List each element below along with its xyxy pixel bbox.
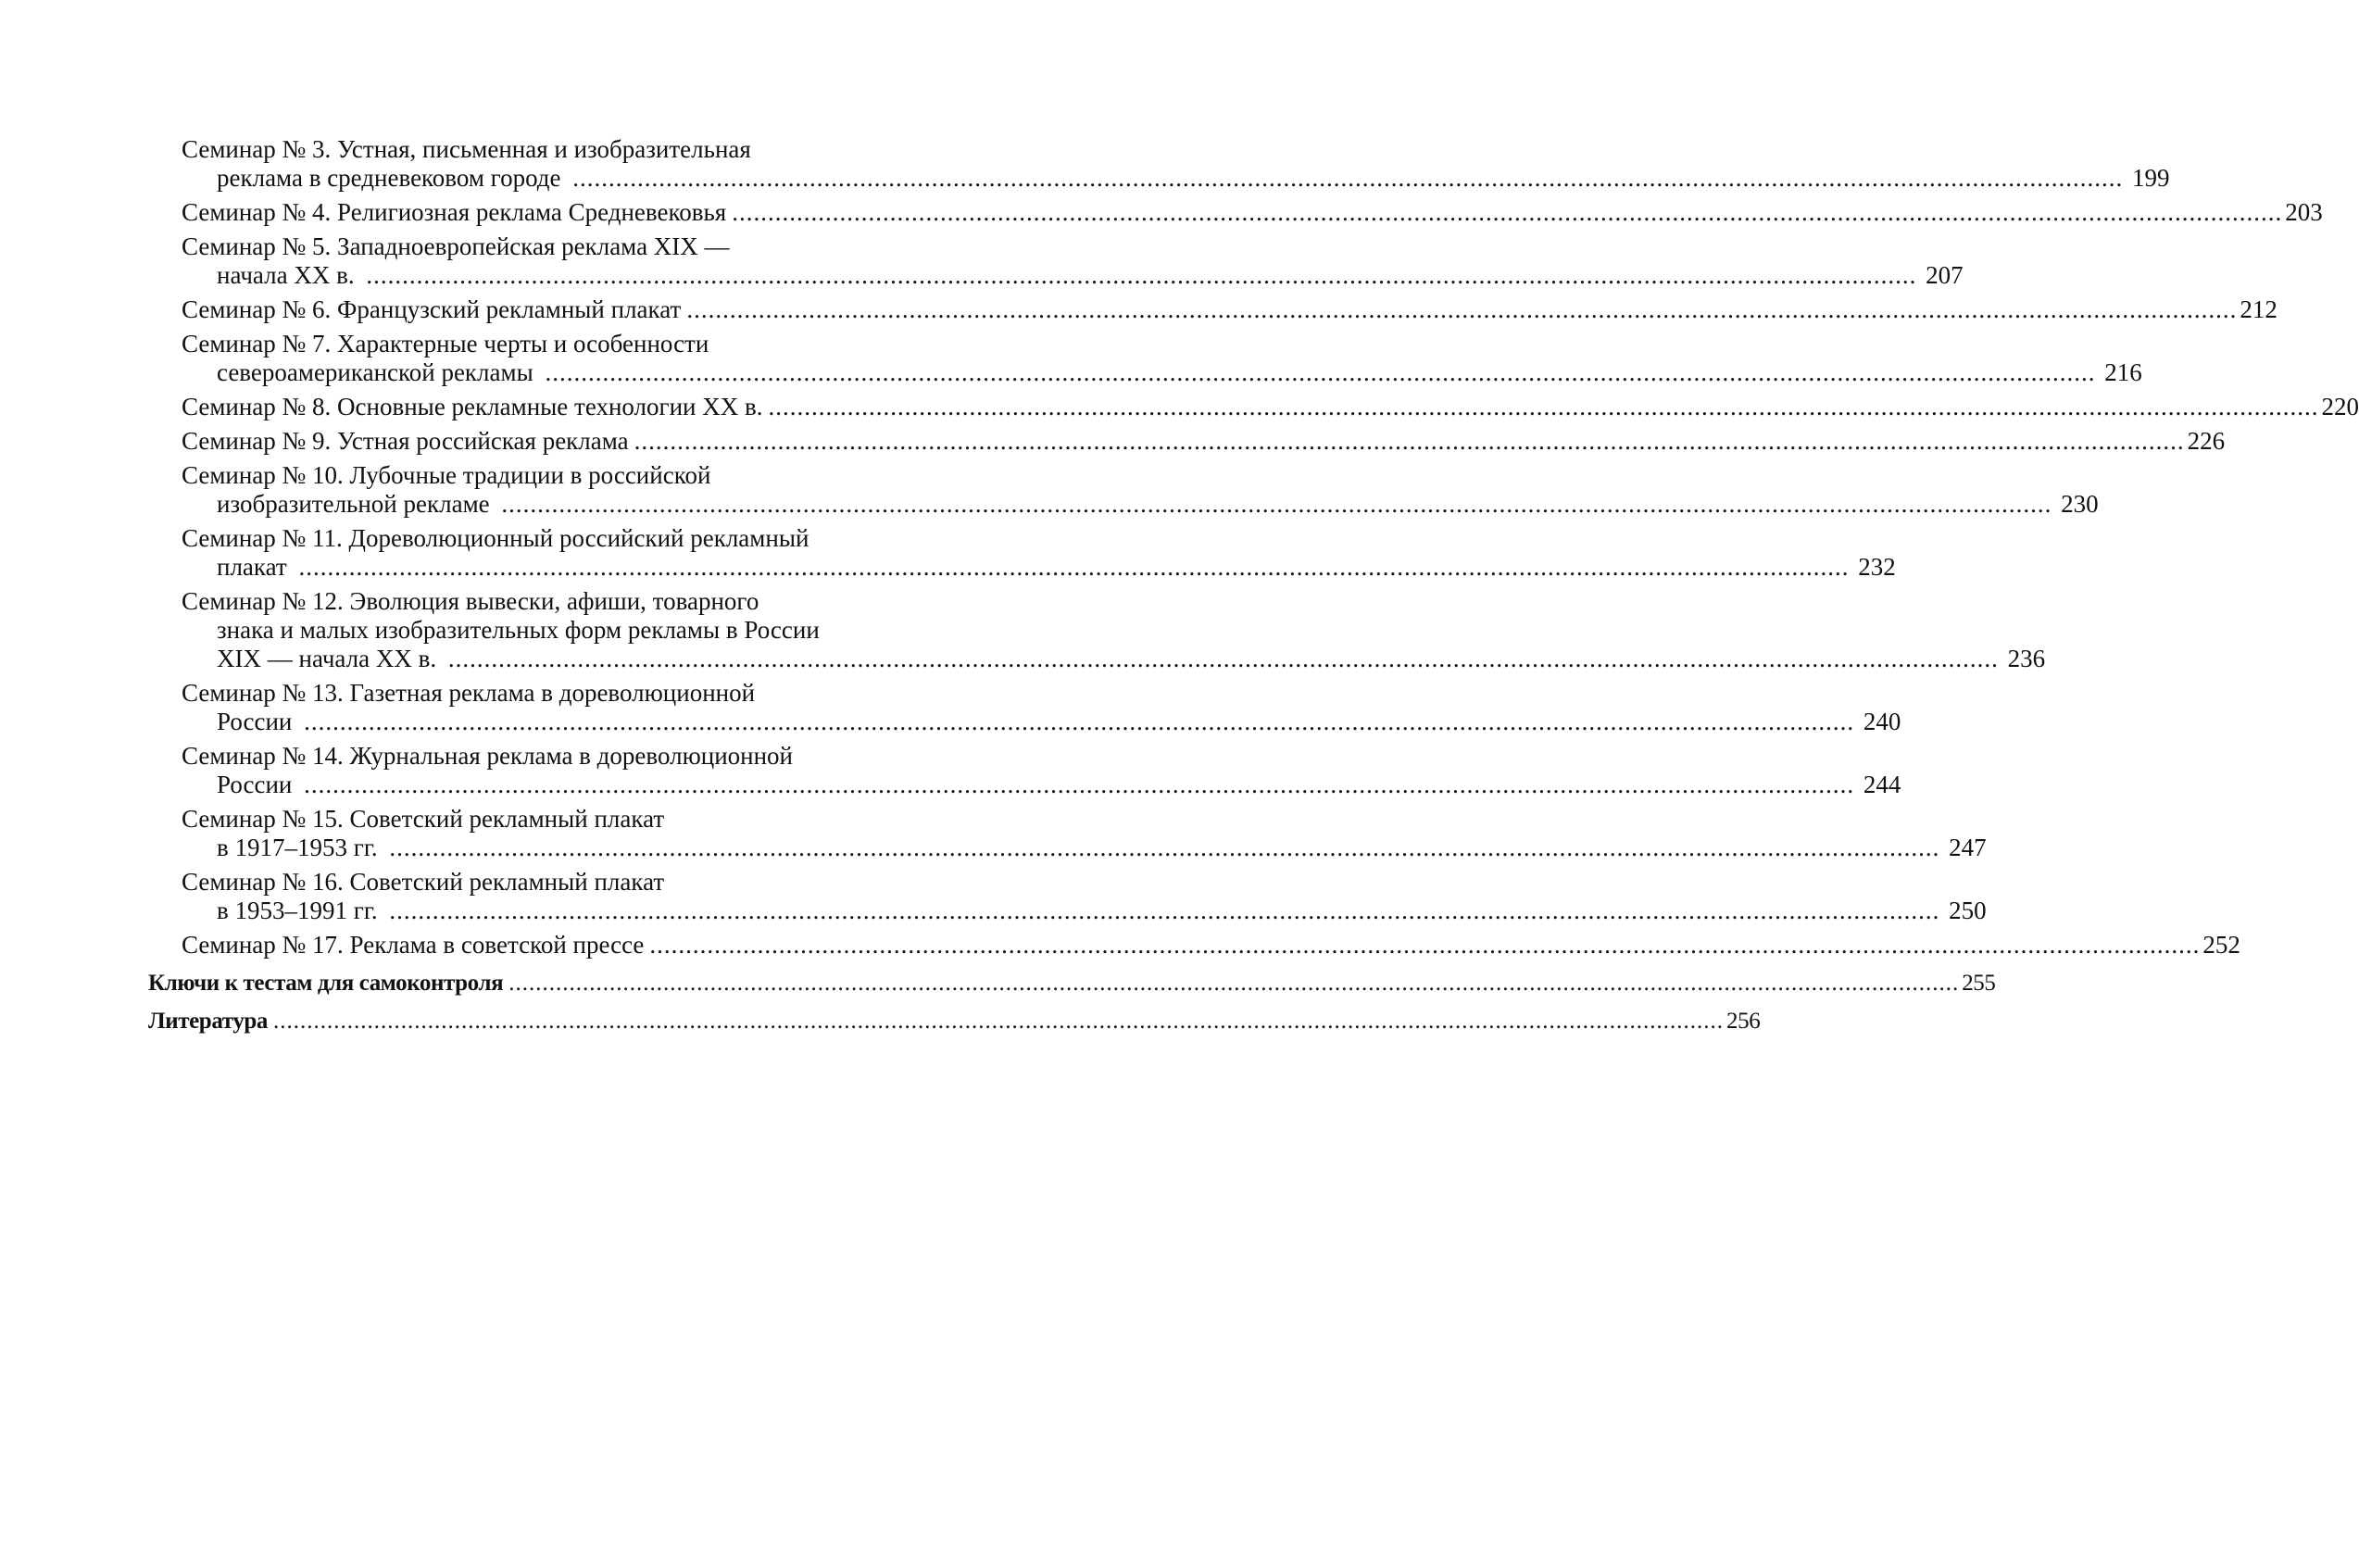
dot-leader	[448, 645, 1999, 672]
toc-entry-last-line	[182, 490, 2099, 519]
page-number: 232	[1858, 553, 1896, 581]
toc-entry-title: Семинар № 3. Устная, письменная и изобразительная	[182, 135, 751, 163]
dot-leader	[686, 295, 2237, 324]
toc-entry-last-line	[182, 427, 2226, 456]
toc-entry	[148, 427, 2226, 456]
toc-entry	[148, 461, 2099, 519]
table-of-contents	[148, 135, 2359, 1045]
toc-entry-title: плакат	[217, 553, 287, 581]
dot-leader	[273, 1007, 1724, 1035]
toc-entry-last-line	[182, 261, 1964, 290]
toc-entry-title: североамериканской рекламы	[217, 358, 533, 386]
page-number: 230	[2061, 490, 2099, 518]
toc-entry-title: Семинар № 14. Журнальная реклама в дореволюционной	[182, 742, 793, 770]
dot-leader	[501, 490, 2052, 518]
dot-leader	[366, 261, 1916, 289]
page-number: 244	[1863, 771, 1901, 798]
toc-entry	[148, 524, 1896, 582]
toc-entry-title: Семинар № 6. Французский рекламный плакат	[182, 295, 682, 323]
toc-entry-last-line	[182, 358, 2142, 387]
dot-leader	[304, 771, 1854, 798]
toc-entry	[148, 330, 2142, 387]
page-number: 207	[1926, 261, 1964, 289]
dot-leader	[389, 897, 1939, 924]
page-number: 247	[1949, 834, 1987, 861]
page-number: 226	[2187, 427, 2226, 455]
toc-entry-title: Семинар № 12. Эволюция вывески, афиши, товарного	[182, 587, 759, 615]
toc-entry-last-line	[182, 931, 2240, 960]
toc-entry-title: Семинар № 9. Устная российская реклама	[182, 427, 629, 455]
toc-entry-title: Семинар № 4. Религиозная реклама Средневековья	[182, 198, 727, 226]
toc-entry-title: Семинар № 8. Основные рекламные технологии XX в.	[182, 393, 763, 420]
page-number: 203	[2285, 198, 2323, 226]
toc-entry-last-line	[182, 708, 1901, 736]
dot-leader	[649, 931, 2200, 960]
dot-leader	[508, 969, 1959, 997]
page-number: 212	[2240, 295, 2277, 323]
toc-entry-last-line	[182, 198, 2323, 227]
toc-entry	[148, 742, 1901, 799]
toc-entry	[148, 198, 2323, 227]
toc-entry	[148, 868, 1987, 925]
page-number: 199	[2132, 164, 2170, 192]
toc-entry	[148, 295, 2277, 324]
dot-leader	[572, 164, 2123, 192]
toc-entry-last-line	[182, 164, 2170, 193]
page-number: 240	[1863, 708, 1901, 735]
toc-main-entry-title: Ключи к тестам для самоконтроля	[148, 971, 504, 996]
toc-entry	[148, 805, 1987, 862]
toc-entry	[148, 679, 1901, 736]
toc-entry-title: XIX — начала XX в.	[217, 645, 437, 672]
toc-entry-title: Семинар № 7. Характерные черты и особенности	[182, 330, 709, 358]
toc-entry-title: реклама в средневековом городе	[217, 164, 561, 192]
toc-entry-title: знака и малых изобразительных форм рекламы в России	[217, 616, 820, 644]
toc-entry-last-line	[182, 645, 2046, 673]
toc-entry-title: Семинар № 5. Западноевропейская реклама XIX —	[182, 232, 730, 260]
page-number: 216	[2104, 358, 2142, 386]
dot-leader	[769, 393, 2319, 421]
toc-entry-last-line	[148, 969, 1996, 997]
dot-leader	[634, 427, 2185, 456]
toc-entry	[148, 587, 2046, 673]
toc-main-entry	[148, 1007, 1761, 1035]
page-number: 256	[1726, 1009, 1761, 1034]
page-number: 250	[1949, 897, 1987, 924]
toc-entry-last-line	[148, 1007, 1761, 1035]
page-number: 236	[2007, 645, 2046, 672]
page-number: 255	[1962, 971, 1996, 996]
toc-entry	[148, 232, 1964, 290]
toc-entry-last-line	[182, 295, 2277, 324]
dot-leader	[732, 198, 2282, 227]
toc-entry-title: Семинар № 15. Советский рекламный плакат	[182, 805, 665, 833]
dot-leader	[298, 553, 1849, 581]
dot-leader	[545, 358, 2095, 386]
toc-entry-last-line	[182, 771, 1901, 799]
toc-entry-title: изобразительной рекламе	[217, 490, 490, 518]
toc-entry	[148, 393, 2359, 421]
toc-entry	[148, 931, 2240, 960]
toc-entry-title: Семинар № 16. Советский рекламный плакат	[182, 868, 665, 896]
toc-entry-last-line	[182, 553, 1896, 582]
page-number: 252	[2202, 931, 2240, 959]
toc-entry	[148, 135, 2170, 193]
page-number: 220	[2321, 393, 2359, 420]
dot-leader	[304, 708, 1854, 735]
toc-entry-last-line	[182, 393, 2359, 421]
toc-entry-title: Семинар № 17. Реклама в советской прессе	[182, 931, 645, 959]
dot-leader	[389, 834, 1939, 861]
toc-entry-title: начала XX в.	[217, 261, 355, 289]
toc-main-entry-title: Литература	[148, 1009, 269, 1034]
toc-entry-title: Семинар № 10. Лубочные традиции в российской	[182, 461, 711, 489]
toc-main-entry	[148, 969, 1996, 997]
toc-entry-last-line	[182, 897, 1987, 925]
toc-entry-last-line	[182, 834, 1987, 862]
toc-entry-title: России	[217, 708, 293, 735]
toc-entry-title: в 1917–1953 гг.	[217, 834, 378, 861]
toc-entry-title: Семинар № 11. Дореволюционный российский рекламный	[182, 524, 809, 552]
toc-entry-title: России	[217, 771, 293, 798]
toc-entry-title: Семинар № 13. Газетная реклама в дореволюционной	[182, 679, 756, 707]
toc-entry-title: в 1953–1991 гг.	[217, 897, 378, 924]
